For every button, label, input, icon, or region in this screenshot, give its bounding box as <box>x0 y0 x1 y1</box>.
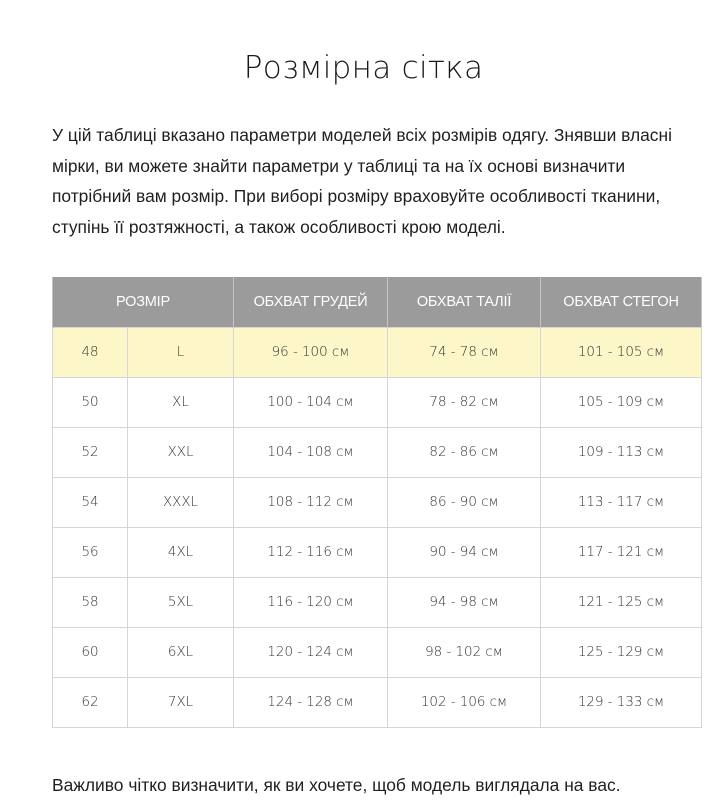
header-chest: ОБХВАТ ГРУДЕЙ <box>234 277 388 327</box>
chest-cell: 112 - 116 см <box>234 527 388 577</box>
chest-cell: 104 - 108 см <box>234 427 388 477</box>
hips-cell: 129 - 133 см <box>541 677 702 727</box>
size-letter-cell: L <box>128 327 234 377</box>
table-row <box>53 377 702 427</box>
hips-cell: 105 - 109 см <box>541 377 702 427</box>
waist-cell: 74 - 78 см <box>388 327 541 377</box>
size-letter-cell: XL <box>128 377 234 427</box>
waist-cell: 98 - 102 см <box>388 627 541 677</box>
waist-cell: 82 - 86 см <box>388 427 541 477</box>
hips-cell: 121 - 125 см <box>541 577 702 627</box>
size-number-cell: 48 <box>53 327 128 377</box>
chest-cell: 100 - 104 см <box>234 377 388 427</box>
header-waist: ОБХВАТ ТАЛІЇ <box>388 277 541 327</box>
table-row <box>53 677 702 727</box>
waist-cell: 78 - 82 см <box>388 377 541 427</box>
size-letter-cell: 4XL <box>128 527 234 577</box>
size-letter-cell: XXXL <box>128 477 234 527</box>
size-number-cell: 52 <box>53 427 128 477</box>
chest-cell: 120 - 124 см <box>234 627 388 677</box>
size-number-cell: 60 <box>53 627 128 677</box>
table-row <box>53 477 702 527</box>
size-number-cell: 58 <box>53 577 128 627</box>
waist-cell: 102 - 106 см <box>388 677 541 727</box>
hips-cell: 113 - 117 см <box>541 477 702 527</box>
size-chart-table <box>52 277 702 728</box>
hips-cell: 125 - 129 см <box>541 627 702 677</box>
size-letter-cell: 5XL <box>128 577 234 627</box>
hips-cell: 109 - 113 см <box>541 427 702 477</box>
size-number-cell: 56 <box>53 527 128 577</box>
size-letter-cell: 7XL <box>128 677 234 727</box>
table-row <box>53 427 702 477</box>
waist-cell: 90 - 94 см <box>388 527 541 577</box>
table-row <box>53 527 702 577</box>
size-number-cell: 50 <box>53 377 128 427</box>
header-hips: ОБХВАТ СТЕГОН <box>541 277 702 327</box>
table-header-row <box>53 277 702 327</box>
page-title: Розмірна сітка <box>243 50 484 86</box>
chest-cell: 124 - 128 см <box>234 677 388 727</box>
intro-paragraph: У цій таблиці вказано параметри моделей всіх розмірів одягу. Знявши власні мірки, ви можете знайти параметри у таблиці та на їх основі визначити потрібний вам розмір. При виборі розміру враховуйте особливості тканини, ступінь її розтяжності, а також особливості крою моделі. <box>52 125 672 237</box>
size-number-cell: 62 <box>53 677 128 727</box>
waist-cell: 86 - 90 см <box>388 477 541 527</box>
chest-cell: 96 - 100 см <box>234 327 388 377</box>
size-number-cell: 54 <box>53 477 128 527</box>
size-letter-cell: 6XL <box>128 627 234 677</box>
chest-cell: 108 - 112 см <box>234 477 388 527</box>
table-row <box>53 327 702 377</box>
size-letter-cell: XXL <box>128 427 234 477</box>
footer-paragraph: Важливо чітко визначити, як ви хочете, щоб модель виглядала на вас. <box>52 775 621 795</box>
header-size: РОЗМІР <box>53 277 234 327</box>
table-row <box>53 577 702 627</box>
table-row <box>53 627 702 677</box>
hips-cell: 101 - 105 см <box>541 327 702 377</box>
chest-cell: 116 - 120 см <box>234 577 388 627</box>
hips-cell: 117 - 121 см <box>541 527 702 577</box>
waist-cell: 94 - 98 см <box>388 577 541 627</box>
